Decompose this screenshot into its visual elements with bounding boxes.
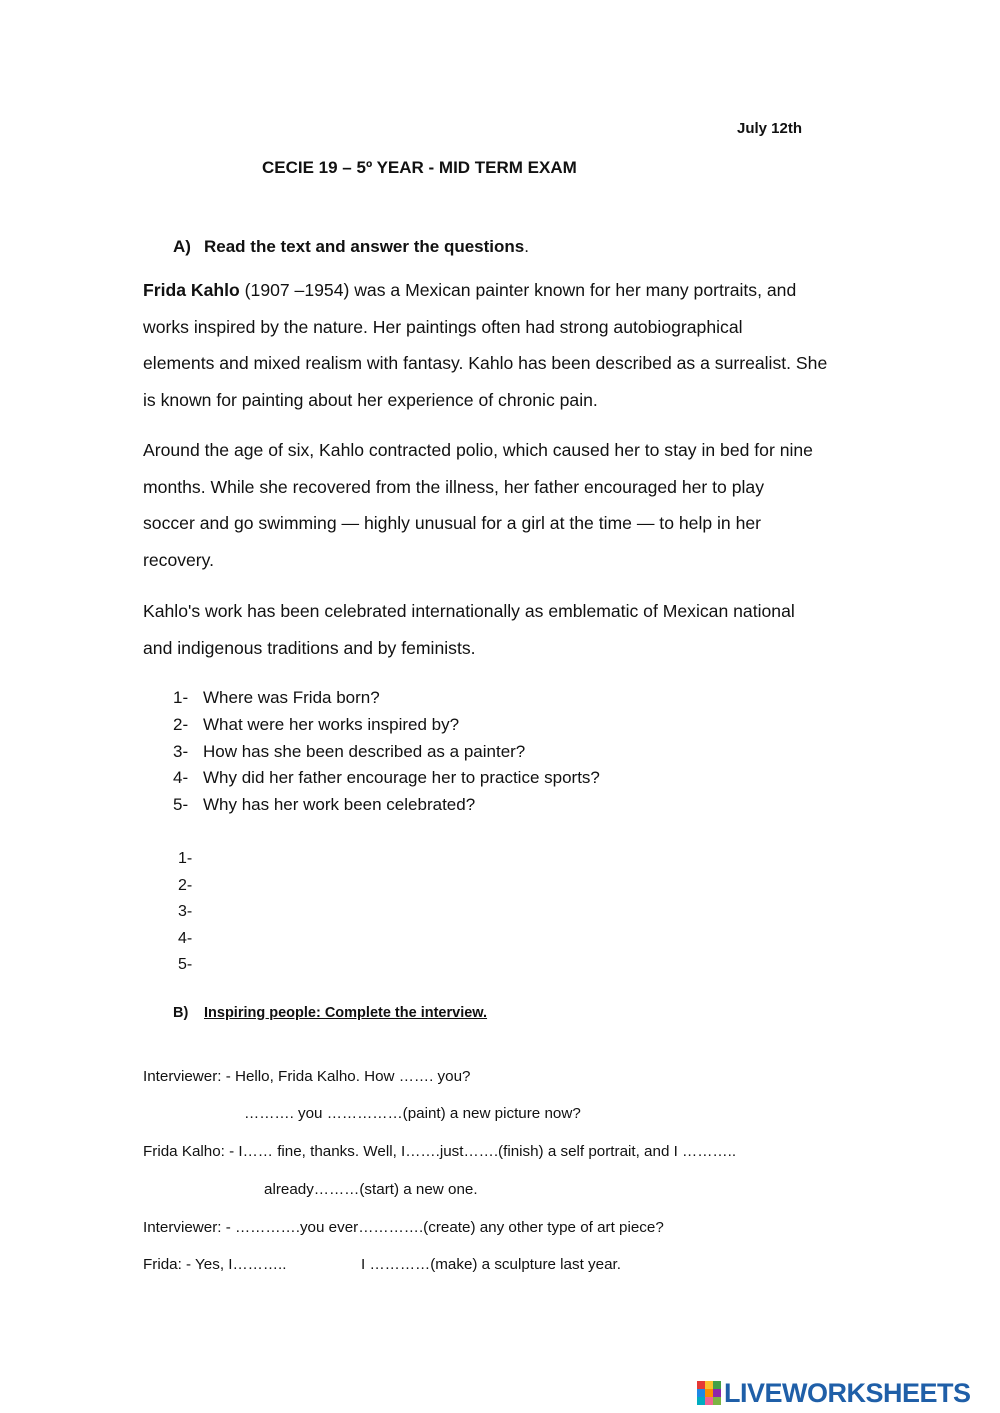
paragraph-line: months. While she recovered from the illness, her father encouraged her to play — [143, 476, 764, 497]
reading-paragraph-2 — [143, 432, 863, 579]
answer-slot-2[interactable]: 2- — [178, 876, 193, 894]
logo-mark-cell — [705, 1389, 713, 1397]
paragraph-line: works inspired by the nature. Her paintings often had strong autobiographical — [143, 316, 743, 337]
liveworksheets-logo-icon — [697, 1381, 721, 1405]
logo-mark-cell — [713, 1397, 721, 1405]
question-number: 1- — [173, 688, 189, 707]
section-a-letter: A) — [173, 237, 191, 256]
question-number: 2- — [173, 714, 189, 734]
section-b-letter: B) — [173, 1005, 189, 1021]
logo-mark-cell — [697, 1381, 705, 1389]
section-a-heading — [173, 237, 529, 257]
question-number: 4- — [173, 768, 189, 788]
interview-line: already………(start) a new one. — [264, 1181, 478, 1198]
interview-line: Frida: - Yes, I……….. — [143, 1256, 287, 1273]
section-a-title-end: . — [524, 237, 529, 256]
paragraph-line — [143, 272, 863, 309]
interview-line: Interviewer: - ………….you ever………….(create) any other type of art piece? — [143, 1219, 664, 1236]
logo-text: LIVEWORKSHEETS — [724, 1377, 971, 1408]
logo-mark-cell — [713, 1389, 721, 1397]
reading-paragraph-1 — [143, 272, 863, 419]
interview-line: ………. you ……………(paint) a new picture now? — [244, 1105, 581, 1122]
answer-slot-3[interactable]: 3- — [178, 903, 193, 920]
section-b-heading — [173, 1005, 487, 1021]
question-list — [173, 685, 600, 819]
logo-mark-cell — [705, 1381, 713, 1389]
question-item — [173, 685, 600, 712]
exam-date: July 12th — [737, 120, 803, 137]
answer-slot-1[interactable]: 1- — [178, 850, 193, 867]
paragraph-line: soccer and go swimming — highly unusual for a girl at the time — to help in her — [143, 513, 762, 534]
question-text: Where was Frida born? — [203, 688, 380, 707]
paragraph-line: is known for painting about her experience of chronic pain. — [143, 390, 598, 411]
question-item — [173, 792, 600, 819]
question-text: How has she been described as a painter? — [203, 741, 526, 761]
frida-kahlo-name: Frida Kahlo — [143, 280, 240, 300]
question-number: 3- — [173, 741, 189, 761]
answer-slot-5[interactable]: 5- — [178, 956, 193, 973]
question-item — [173, 739, 600, 766]
logo-mark-cell — [697, 1397, 705, 1405]
paragraph-line: recovery. — [143, 550, 215, 571]
paragraph-line: Kahlo's work has been celebrated internationally as emblematic of Mexican national — [143, 601, 795, 621]
question-number: 5- — [173, 795, 189, 815]
exam-title: CECIE 19 – 5º YEAR - MID TERM EXAM — [262, 158, 577, 177]
logo-mark-cell — [705, 1397, 713, 1405]
interview-line: Frida Kalho: - I…… fine, thanks. Well, I…….just…….(finish) a self portrait, and I ……….. — [143, 1143, 737, 1160]
question-item — [173, 765, 600, 792]
logo-mark-cell — [713, 1381, 721, 1389]
question-text: What were her works inspired by? — [203, 714, 460, 734]
logo-mark-cell — [697, 1389, 705, 1397]
section-a-title: Read the text and answer the questions — [204, 237, 525, 256]
question-item — [173, 712, 600, 739]
liveworksheets-logo[interactable] — [697, 1378, 971, 1408]
question-text: Why did her father encourage her to practice sports? — [203, 768, 600, 788]
section-b-title: Inspiring people: Complete the interview. — [204, 1005, 488, 1021]
paragraph-line: elements and mixed realism with fantasy. Kahlo has been described as a surrealist. She — [143, 353, 828, 374]
reading-paragraph-3 — [143, 593, 863, 666]
interview-line: Interviewer: - Hello, Frida Kalho. How ……. you? — [143, 1068, 471, 1085]
paragraph-line: and indigenous traditions and by feminists. — [143, 637, 476, 658]
interview-line: I …………(make) a sculpture last year. — [361, 1256, 621, 1273]
answer-list — [178, 846, 192, 979]
paragraph-text: (1907 –1954) was a Mexican painter known for her many portraits, and — [239, 280, 797, 300]
question-text: Why has her work been celebrated? — [203, 795, 476, 815]
paragraph-line: Around the age of six, Kahlo contracted polio, which caused her to stay in bed for nine — [143, 440, 813, 460]
answer-slot-4[interactable]: 4- — [178, 929, 193, 947]
